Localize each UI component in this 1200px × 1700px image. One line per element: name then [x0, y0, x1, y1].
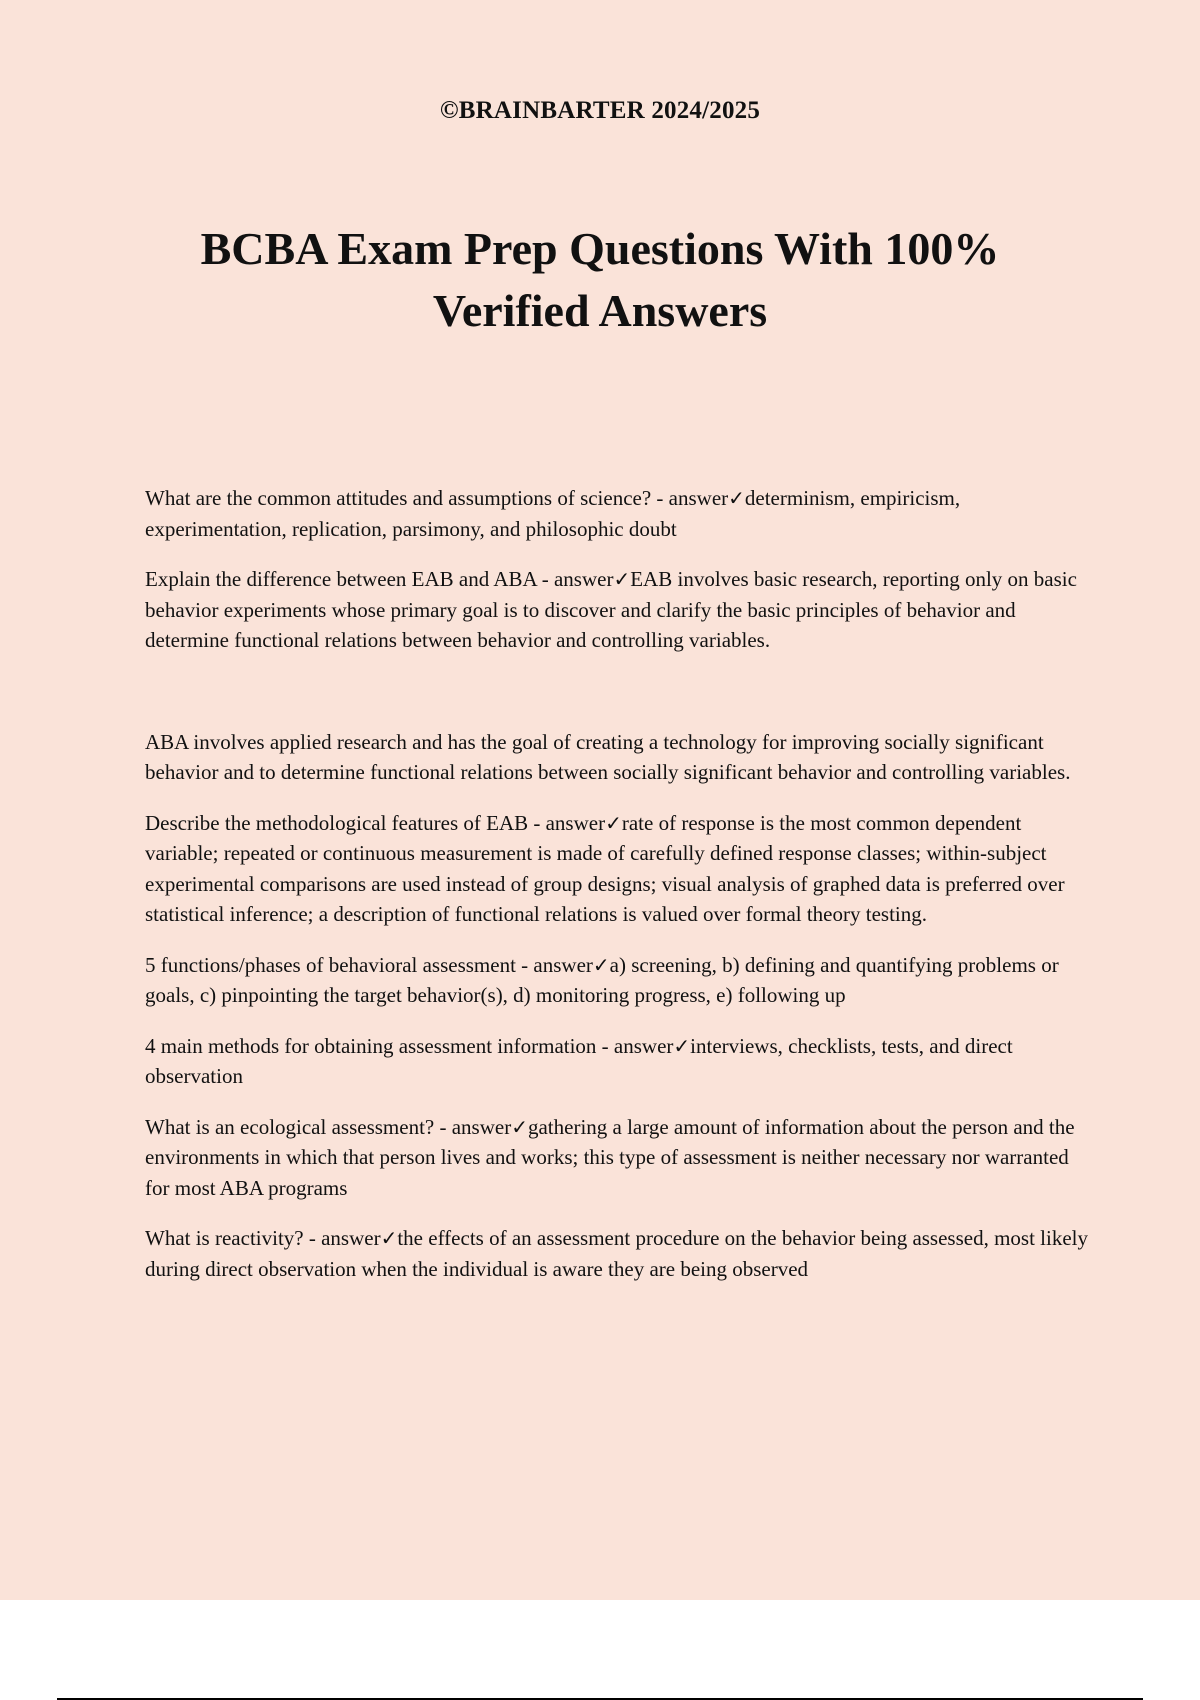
qa-item: [145, 950, 1095, 1011]
document-title: BCBA Exam Prep Questions With 100% Verified Answers: [200, 223, 1000, 336]
check-icon: ✓: [728, 486, 745, 510]
qa-item: [145, 1031, 1095, 1092]
qa-item: [145, 564, 1095, 656]
qa-item: [145, 1223, 1095, 1284]
check-icon: ✓: [613, 567, 631, 591]
check-icon: ✓: [511, 1114, 528, 1139]
qa-question: 4 main methods for obtaining assessment information - answer: [145, 1033, 674, 1058]
watermark-header: ©BRAINBARTER 2024/2025: [439, 97, 761, 124]
qa-answer: interviews, checklists, tests, and direct observation: [145, 1033, 1013, 1088]
check-icon: ✓: [673, 1033, 691, 1058]
check-icon: ✓: [605, 810, 622, 835]
qa-paragraph: ABA involves applied research and has the goal of creating a technology for improving socially significant behavior and to determine functional relations between socially significant behavior and controlling variables.: [145, 729, 1071, 784]
qa-question: What is an ecological assessment? - answer: [145, 1114, 512, 1139]
qa-question: Explain the difference between EAB and ABA - answer: [145, 567, 614, 591]
qa-answer: determinism, empiricism, experimentation, replication, parsimony, and philosophic doubt: [145, 486, 961, 541]
qa-item: [145, 1112, 1095, 1204]
qa-answer: EAB involves basic research, reporting only on basic behavior experiments whose primary goal is to discover and clarify the basic principles of behavior and determine functional relations between behavior and controlling variables.: [145, 567, 1077, 652]
check-icon: ✓: [380, 1226, 398, 1250]
paragraph-spacer: [145, 676, 1095, 727]
qa-question: What is reactivity? - answer: [145, 1226, 381, 1250]
qa-question: What are the common attitudes and assumptions of science? - answer: [145, 486, 729, 510]
qa-list: [145, 483, 1095, 1304]
qa-item: [145, 808, 1095, 930]
check-icon: ✓: [592, 952, 610, 977]
qa-item: [145, 483, 1095, 544]
qa-question: Describe the methodological features of EAB - answer: [145, 810, 606, 835]
qa-answer: the effects of an assessment procedure on the behavior being assessed, most likely during direct observation when the individual is aware they are being observed: [145, 1226, 1089, 1281]
qa-question: 5 functions/phases of behavioral assessment - answer: [145, 952, 593, 977]
qa-answer: rate of response is the most common dependent variable; repeated or continuous measurement is made of carefully defined response classes; within-subject experimental comparisons are used instead of group designs; visual analysis of graphed data is preferred over statistical inference; a description of functional relations is valued over formal theory testing.: [145, 810, 1065, 926]
qa-answer: a) screening, b) defining and quantifying problems or goals, c) pinpointing the target behavior(s), d) monitoring progress, e) following up: [145, 952, 1059, 1007]
qa-answer: gathering a large amount of information about the person and the environments in which that person lives and works; this type of assessment is neither necessary nor warranted for most ABA programs: [145, 1114, 1075, 1200]
